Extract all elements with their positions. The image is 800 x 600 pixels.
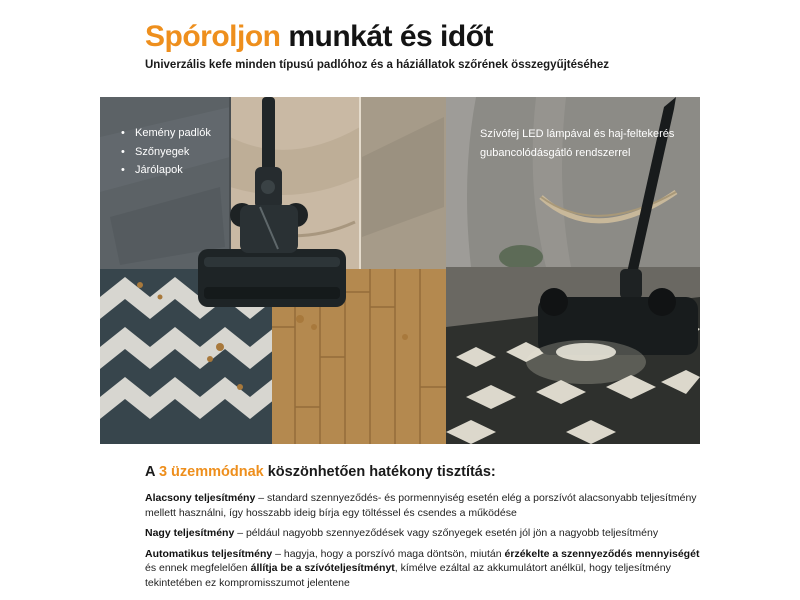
list-item: • Járólapok [120,161,211,180]
mode-low-text: – standard szennyeződés- és pormennyiség esetén elég a porszívót alacsonyabb teljesítmény mellett használni, így hosszabb ideig bírja egy töltéssel és csendes a működése [145,492,697,519]
modes-heading-suffix: köszönhetően hatékony tisztítás: [263,464,496,480]
page-subtitle: Univerzális kefe minden típusú padlóhoz és a háziállatok szőrének összegyűjtéséhez [145,59,609,71]
list-item: • Szőnyegek [120,143,211,162]
mode-auto-paragraph [145,547,705,591]
mode-auto-bold-1: érzékelte a szennyeződés mennyiségét [504,547,700,560]
hero-image [100,97,700,444]
floor-types-list [120,124,211,180]
modes-section [145,464,705,596]
modes-heading-accent: 3 üzemmódnak [158,464,264,480]
mode-high-paragraph [145,526,705,541]
page-title [145,20,493,54]
mode-auto-text-2: és ennek megfelelően [145,562,251,574]
mode-high-name: Nagy teljesítmény [145,527,235,539]
list-item: • Kemény padlók [120,124,211,143]
modes-heading-prefix: A [145,464,159,480]
mode-auto-name: Automatikus teljesítmény [145,547,273,560]
led-brush-photo [446,97,700,444]
mode-high-text: – például nagyobb szennyeződések vagy szőnyegek esetén jól jön a nagyobb teljesítmény [234,527,659,539]
mode-auto-text-3: , kímélve ezáltal az akkumulátort anélkül, hogy teljesítmény tekintetében ez kompromisszumot jelentene [145,562,671,589]
floor-types-photo [100,97,446,444]
title-rest: munkát és időt [280,20,494,53]
mode-low-name: Alacsony teljesítmény [145,492,256,504]
modes-heading [145,464,705,480]
led-brush-caption: Szívófej LED lámpával és haj-feltekerés gubancolódásgátló rendszerrel [480,128,675,159]
mode-auto-text-1: – hagyja, hogy a porszívó maga döntsön, miután [272,547,505,560]
mode-auto-bold-2: állítja be a szívóteljesítményt [250,562,395,574]
mode-low-paragraph [145,491,705,520]
title-accent: Spóroljon [145,20,281,53]
